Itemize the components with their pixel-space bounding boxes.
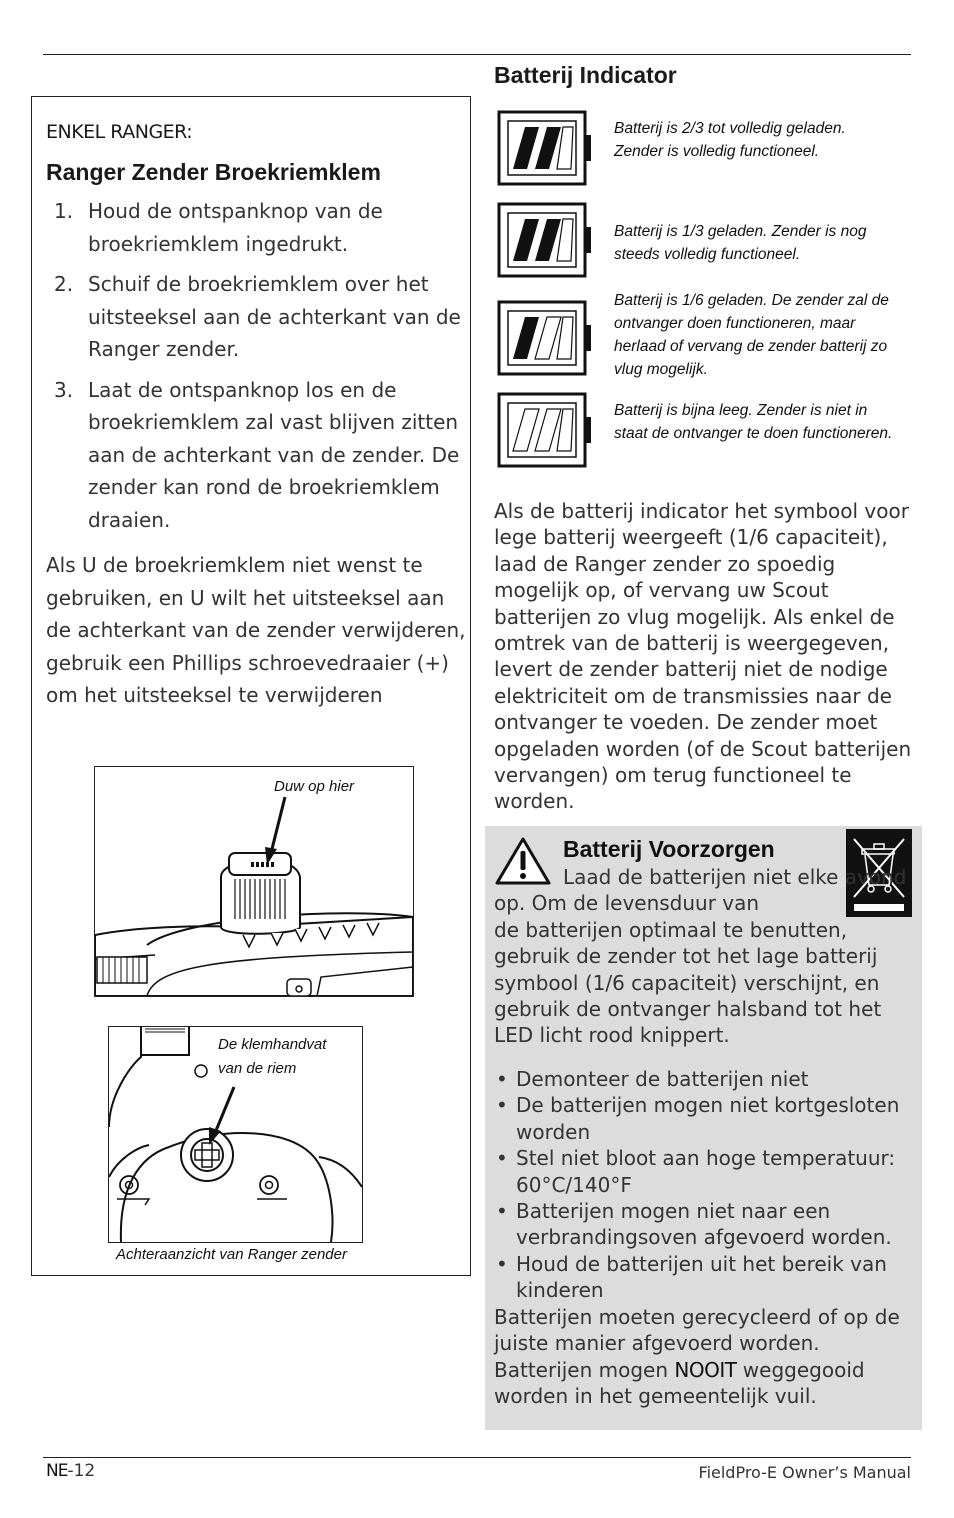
battery-indicator-title: Batterij Indicator: [494, 62, 677, 88]
belt-clip-handle-label: van de riem: [218, 1060, 297, 1077]
step-item: 3. Laat de ontspanknop los en de broekriemklem zal vast blijven zitten aan de achterkant van de zender. De zender kan rond de broekriemklem draaien.: [54, 377, 460, 532]
list-item: • Batterijen mogen niet naar een verbrandingsoven afgevoerd worden.: [494, 1198, 914, 1251]
list-item: • De batterijen mogen niet kortgesloten worden: [494, 1092, 914, 1145]
bottom-rule: [43, 1457, 911, 1458]
figure-caption: Achteraanzicht van Ranger zender: [116, 1246, 347, 1263]
battery-empty-icon: [497, 391, 593, 469]
battery-third-icon: [497, 201, 593, 279]
top-rule: [43, 54, 911, 55]
belt-clip-steps: [46, 195, 466, 544]
battery-precautions-box: [485, 826, 922, 1430]
battery-full-icon: [497, 109, 593, 187]
transmitter-top-illustration: [95, 767, 413, 996]
ranger-only-label: ENKEL RANGER:: [46, 121, 193, 143]
disposal-paragraph: Batterijen moeten gerecycleerd of op de juiste manier afgevoerd worden. Batterijen mogen NOOIT weggegooid worden in het gemeentelijk vuil.: [494, 1305, 900, 1409]
step-item: 2. Schuif de broekriemklem over het uitsteeksel aan de achterkant van de Ranger zender.: [54, 272, 461, 361]
battery-sixth-icon: [497, 299, 593, 377]
belt-clip-title: Ranger Zender Broekriemklem: [46, 159, 381, 185]
belt-clip-handle-label: De klemhandvat: [218, 1036, 327, 1053]
battery-level-description: Batterij is 2/3 tot volledig geladen. Zender is volledig functioneel.: [614, 120, 846, 160]
manual-title: FieldPro-E Owner’s Manual: [698, 1463, 911, 1482]
belt-clip-section: [31, 96, 471, 1276]
transmitter-top-figure: [94, 766, 414, 997]
low-battery-paragraph: Als de batterij indicator het symbool voor lege batterij weergeeft (1/6 capaciteit), laad de Ranger zender zo spoedig mogelijk op, of vervang uw Scout batterijen zo vlug mogelijk. Als enkel de omtrek van de batterij is weergegeven, levert de zender batterij niet de nodige elektriciteit om de transmissies naar de ontvanger te voeden. De zender moet opgeladen worden (of de Scout batterijen vervangen) om terug functioneel te worden.: [494, 499, 912, 814]
transmitter-back-figure: [108, 1026, 363, 1243]
battery-precautions-title: Batterij Voorzorgen: [563, 836, 775, 862]
list-item: • Houd de batterijen uit het bereik van kinderen: [494, 1251, 914, 1304]
step-item: 1. Houd de ontspanknop van de broekriemklem ingedrukt.: [54, 199, 383, 256]
battery-level-description: Batterij is 1/6 geladen. De zender zal de ontvanger doen functioneren, maar herlaad of vervang de zender batterij zo vlug mogelijk.: [614, 292, 889, 378]
never-emphasis: NOOIT: [674, 1357, 737, 1382]
push-here-label: Duw op hier: [274, 778, 355, 795]
battery-precautions-list: [494, 1066, 914, 1304]
remove-stud-paragraph: Als U de broekriemklem niet wenst te gebruiken, en U wilt het uitsteeksel aan de achterkant van de zender verwijderen, gebruik een Phillips schroevedraaier (+) om het uitsteeksel te verwijderen: [46, 553, 466, 707]
page-number: NE-12: [46, 1461, 96, 1481]
list-item: • Stel niet bloot aan hoge temperatuur: 60°C/140°F: [494, 1145, 914, 1198]
battery-level-description: Batterij is bijna leeg. Zender is niet in staat de ontvanger te doen functioneren.: [614, 402, 893, 442]
battery-precautions-paragraph: Laad de batterijen niet elke avond op. Om de levensduur van de batterijen optimaal te benutten, gebruik de zender tot het lage batterij symbool (1/6 capaciteit) verschijnt, en gebruik de ontvanger halsband tot het LED licht rood knippert.: [494, 865, 907, 1048]
battery-level-description: Batterij is 1/3 geladen. Zender is nog steeds volledig functioneel.: [614, 223, 867, 263]
list-item: • Demonteer de batterijen niet: [494, 1066, 914, 1092]
